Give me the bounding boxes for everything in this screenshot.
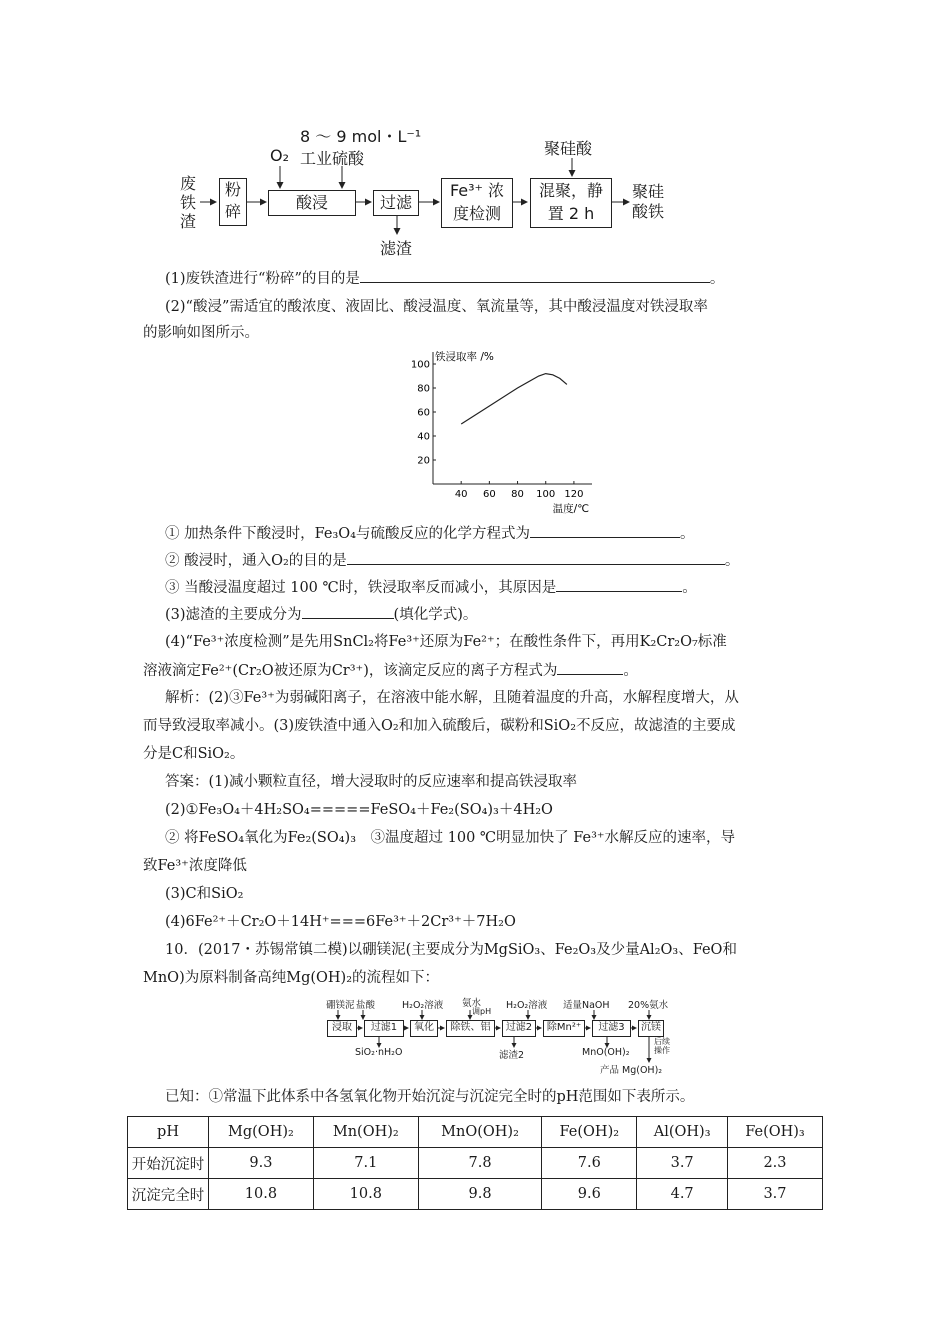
ph-range-table: [127, 1116, 823, 1210]
question-4-line1: (4)“Fe³⁺浓度检测”是先用SnCl₂将Fe³⁺还原为Fe²⁺；在酸性条件下，再用K₂Cr₂O₇标准: [165, 634, 727, 650]
y-tick-label: 80: [417, 383, 430, 395]
x-tick-label: 40: [454, 489, 468, 500]
naoh-label: 适量NaOH: [563, 1000, 610, 1011]
oxidize-step-box: 氧化: [410, 1020, 438, 1037]
acid-concentration-label: 8 ～ 9 mol・L⁻¹: [300, 127, 422, 146]
question-2-line2: 的影响如图所示。: [143, 325, 259, 341]
table-header-cell: MnO(OH)₂: [418, 1117, 542, 1148]
table-cell: 10.8: [313, 1179, 418, 1210]
filter3-step-box: 过滤3: [592, 1020, 631, 1037]
adjust-ph-label: 调pH: [472, 1007, 492, 1016]
ammonia-20-label: 20%氨水: [628, 1000, 669, 1011]
x-tick-label: 60: [482, 489, 496, 500]
sio2-residue-label: SiO₂·nH₂O: [355, 1047, 403, 1058]
answer-line1: 答案：(1)减小颗粒直径，增大浸取时的反应速率和提高铁浸取率: [165, 774, 578, 790]
ammonia-label: 氨水: [462, 998, 482, 1009]
subsequent-operation-label: 后续 操作: [654, 1037, 670, 1055]
analysis-line1: 解析：(2)③Fe³⁺为弱碱阳离子，在溶液中能水解，且随着温度的升高，水解程度增大，从: [165, 690, 739, 706]
hydrochloric-acid-label: 盐酸: [356, 1000, 376, 1011]
table-cell: 9.3: [209, 1148, 314, 1179]
table-row: [128, 1148, 823, 1179]
y-tick-label: 40: [417, 431, 430, 443]
leach-step-box: 浸取: [327, 1020, 357, 1037]
h2o2-label-2: H₂O₂溶液: [506, 1000, 548, 1011]
table-cell: 7.8: [418, 1148, 542, 1179]
precipitate-mg-step-box: 沉镁: [638, 1020, 664, 1037]
table-cell: 9.6: [542, 1179, 637, 1210]
question-2-sub1: ① 加热条件下酸浸时，Fe₃O₄与硫酸反应的化学方程式为 。: [165, 523, 694, 544]
answer-line4: 致Fe³⁺浓度降低: [143, 858, 247, 874]
filter1-step-box: 过滤1: [364, 1020, 404, 1037]
answer-line2: (2)①Fe₃O₄＋4H₂SO₄=====FeSO₄＋Fe₂(SO₄)₃＋4H₂O: [165, 802, 553, 818]
filter-residue-label: 滤渣: [380, 239, 413, 258]
table-header-cell: Al(OH)₃: [637, 1117, 728, 1148]
polysilicic-acid-label: 聚硅酸: [544, 139, 593, 158]
filter-step-box: 过滤: [373, 190, 419, 216]
industrial-sulfuric-acid-label: 工业硫酸: [300, 149, 365, 168]
answer-line5: (3)C和SiO₂: [165, 886, 244, 902]
table-cell: 7.6: [542, 1148, 637, 1179]
product-mg-oh2-label: 产品 Mg(OH)₂: [600, 1065, 663, 1076]
table-header-cell: Fe(OH)₃: [727, 1117, 822, 1148]
answer-line6: (4)6Fe²⁺＋Cr₂O＋14H⁺===6Fe³⁺＋2Cr³⁺＋7H₂O: [165, 914, 516, 930]
x-tick-label: 80: [511, 489, 524, 500]
table-header-cell: Mn(OH)₂: [313, 1117, 418, 1148]
x-tick-label: 100: [536, 489, 556, 500]
table-cell: 10.8: [209, 1179, 314, 1210]
boron-mud-label: 硼镁泥: [326, 1000, 355, 1011]
table-header-cell: pH: [128, 1117, 209, 1148]
question-4-line2: 溶液滴定Fe²⁺(Cr₂O被还原为Cr³⁺)，该滴定反应的离子方程式为 。: [143, 660, 638, 681]
acid-leach-step-box: 酸浸: [268, 190, 356, 216]
analysis-line2: 而导致浸取率减小。(3)废铁渣中通入O₂和加入硫酸后，碳粉和SiO₂不反应，故滤渣的主要成: [143, 718, 736, 734]
table-cell: 4.7: [637, 1179, 728, 1210]
residue2-label: 滤渣2: [499, 1050, 525, 1061]
answer-line3: ② 将FeSO₄氧化为Fe₂(SO₄)₃ ③温度超过 100 ℃明显加快了 Fe³⁺水解反应的速率，导: [165, 830, 736, 846]
table-cell: 3.7: [637, 1148, 728, 1179]
x-tick-label: 120: [564, 489, 584, 500]
y-tick-label: 60: [417, 407, 430, 419]
y-axis-label: 铁浸取率 /%: [435, 351, 494, 363]
filter2-step-box: 过滤2: [502, 1020, 536, 1037]
table-cell: 9.8: [418, 1179, 542, 1210]
table-cell: 7.1: [313, 1148, 418, 1179]
polysilicate-iron-product-label: 聚硅 酸铁: [632, 182, 665, 221]
table-header-cell: Fe(OH)₂: [542, 1117, 637, 1148]
table-header-cell: Mg(OH)₂: [209, 1117, 314, 1148]
table-header-row: [128, 1117, 823, 1148]
table-cell: 开始沉淀时: [128, 1148, 209, 1179]
analysis-line3: 分是C和SiO₂。: [143, 746, 245, 762]
x-axis-label: 温度/℃: [552, 503, 589, 515]
remove-fe-al-step-box: 除铁、铝: [446, 1020, 495, 1037]
table-row: [128, 1179, 823, 1210]
y-tick-label: 20: [417, 455, 430, 467]
fe3-detection-step-box: Fe³⁺ 浓 度检测: [441, 178, 513, 228]
question-1: (1)废铁渣进行“粉碎”的目的是 。: [165, 268, 724, 289]
remove-mn-step-box: 除Mn²⁺: [543, 1020, 585, 1037]
question-2-line1: (2)“酸浸”需适宜的酸浓度、液固比、酸浸温度、氧流量等，其中酸浸温度对铁浸取率: [165, 299, 708, 315]
question-10-line2: MnO)为原料制备高纯Mg(OH)₂的流程如下：: [143, 970, 440, 986]
mno-oh2-label: MnO(OH)₂: [582, 1047, 630, 1058]
o2-label: O₂: [270, 146, 290, 165]
question-2-sub2: ② 酸浸时，通入O₂的目的是 。: [165, 550, 739, 571]
question-2-sub3: ③ 当酸浸温度超过 100 ℃时，铁浸取率反而减小，其原因是 。: [165, 577, 697, 598]
table-cell: 沉淀完全时: [128, 1179, 209, 1210]
polymerize-step-box: 混聚，静 置 2 h: [530, 178, 612, 228]
h2o2-label-1: H₂O₂溶液: [402, 1000, 444, 1011]
known-conditions: 已知：①常温下此体系中各氢氧化物开始沉淀与沉淀完全时的pH范围如下表所示。: [165, 1089, 695, 1105]
table-cell: 3.7: [727, 1179, 822, 1210]
waste-iron-slag-label: 废 铁 渣: [180, 174, 197, 231]
grind-step-box: 粉 碎: [219, 178, 247, 226]
question-3: (3)滤渣的主要成分为 (填化学式)。: [165, 604, 477, 625]
question-10-line1: 10．(2017・苏锡常镇二模)以硼镁泥(主要成分为MgSiO₃、Fe₂O₃及少量Al₂O₃、FeO和: [165, 942, 737, 958]
y-tick-label: 100: [410, 359, 430, 371]
table-cell: 2.3: [727, 1148, 822, 1179]
